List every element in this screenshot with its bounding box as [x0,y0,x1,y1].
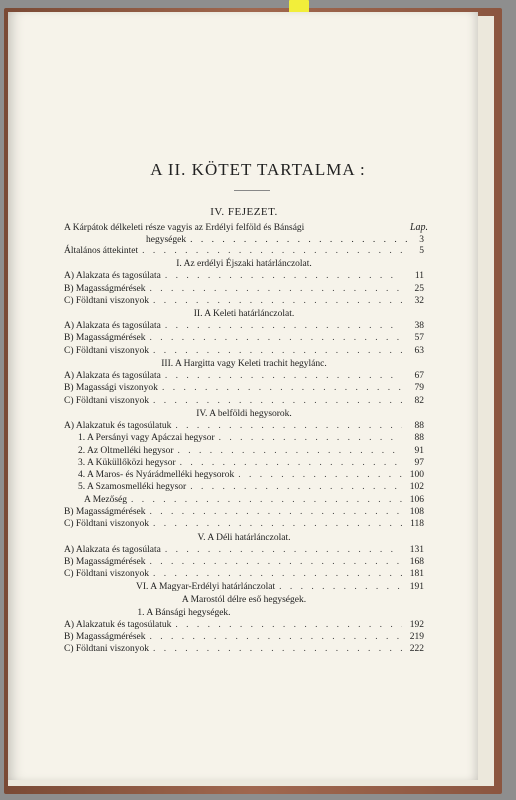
leader-dots [165,371,402,381]
toc-entry-page: 219 [409,632,424,643]
toc-entry [64,446,424,458]
leader-dots [153,296,402,306]
toc-section-heading: II. A Keleti határlánczolat. [193,309,295,320]
toc-entry [64,421,424,433]
toc-section-heading: V. A Déli határlánczolat. [197,532,291,543]
toc-entry-page: 32 [414,295,424,306]
toc-entry-label: B) Magasságmérések [64,507,146,518]
toc-entry-page: 131 [409,544,424,555]
toc-entry-page: 79 [414,383,424,394]
toc-entry [64,396,424,408]
toc-entry [64,557,424,569]
leader-dots [150,632,402,642]
toc-entry-page: 82 [414,395,424,406]
toc-entry [64,569,424,581]
toc-entry-page: 100 [409,470,424,481]
toc-entry-page: 67 [414,371,424,382]
chapter-heading: IV. FEJEZET. [210,206,278,218]
toc-entry-page: 181 [409,569,424,580]
leader-dots [165,545,402,555]
toc-entry-label: B) Magasságmérések [64,632,146,643]
toc-entry-page: 168 [409,556,424,567]
toc-entry-label: A Mezőség [84,494,128,505]
toc-entry-label: A) Alakzata és tagosúlata [64,321,161,332]
toc-entry [64,545,424,557]
toc-entry-label: B) Magasságmérések [64,333,146,344]
leader-dots [131,495,402,505]
toc-entry-page: 102 [409,482,424,493]
toc-entry-page: 57 [414,333,424,344]
title-rule [234,190,270,191]
toc-entry-page: 192 [409,619,424,630]
toc-entry [64,333,424,345]
leader-dots [142,246,402,256]
toc-entry-page: 25 [414,283,424,294]
toc-entry-page: 38 [414,321,424,332]
leader-dots [175,421,402,431]
toc-entry-page: 88 [414,433,424,444]
toc-intro-line2: hegységek [146,235,187,245]
toc-entry-label: A) Alakzatuk és tagosúlatuk [64,420,172,431]
toc-entry [64,321,424,333]
toc-entry-label: 3. A Küküllőközi hegysor [78,457,176,468]
leader-dots [190,482,402,492]
toc-entry [64,582,424,594]
toc-section-heading: III. A Hargitta vagy Keleti trachit hegylánc. [161,359,327,370]
toc-entry-label: A) Alakzata és tagosúlata [64,371,161,382]
toc-entry-label: C) Földtani viszonyok [64,295,149,306]
toc-entry [64,284,424,296]
leader-dots [180,458,402,468]
toc-rows [64,246,424,657]
toc-entry-page: 118 [410,519,424,530]
toc-entry [64,495,424,507]
toc-entry-label: C) Földtani viszonyok [64,345,149,356]
toc-entry-label: Általános áttekintet [64,246,139,256]
page-title: A II. KÖTET TARTALMA : [150,160,366,179]
leader-dots [153,519,402,529]
table-of-contents [64,206,428,657]
leader-dots [175,620,402,630]
toc-entry-label: C) Földtani viszonyok [64,395,149,406]
toc-section-heading: IV. A belföldi hegysorok. [196,408,292,419]
toc-entry-label: C) Földtani viszonyok [64,644,149,655]
leader-dots [153,644,402,654]
leader-dots [153,569,402,579]
leader-dots [190,234,415,246]
toc-entry [64,346,424,358]
leader-dots [162,383,402,393]
toc-entry-page: 97 [414,457,424,468]
toc-entry [64,507,424,519]
toc-entry-label: B) Magassági viszonyok [64,383,158,394]
toc-entry [64,644,424,656]
toc-entry [64,620,424,632]
toc-entry-page: 191 [409,581,424,592]
toc-entry [64,383,424,395]
leader-dots [150,284,402,294]
toc-entry-label: C) Földtani viszonyok [64,519,149,530]
toc-entry-label: A) Alakzata és tagosúlata [64,271,161,282]
toc-entry-page: 88 [414,420,424,431]
toc-entry [64,296,424,308]
leader-dots [153,346,402,356]
toc-entry [64,470,424,482]
toc-entry-label: 1. A Persányi vagy Apáczai hegysor [78,433,215,444]
toc-entry-label: A) Alakzatuk és tagosúlatuk [64,619,172,630]
leader-dots [153,396,402,406]
toc-entry-label: 5. A Szamosmelléki hegysor [78,482,187,493]
toc-entry-page: 11 [414,271,424,282]
toc-section-heading: I. Az erdélyi Éjszaki határlánczolat. [176,259,312,270]
toc-entry-label: C) Földtani viszonyok [64,569,149,580]
leader-dots [150,507,402,517]
toc-entry-page: 108 [409,507,424,518]
toc-entry-page: 222 [409,644,424,655]
toc-entry-label: 4. A Maros- és Nyárádmelléki hegysorok [78,470,235,481]
toc-entry [64,519,424,531]
leader-dots [178,446,402,456]
toc-entry-page: 63 [414,345,424,356]
toc-entry-label: 2. Az Oltmelléki hegysor [78,445,174,456]
toc-entry-label: B) Magasságmérések [64,556,146,567]
leader-dots [165,321,402,331]
toc-entry [64,632,424,644]
toc-entry [64,458,424,470]
toc-intro-page: 3 [419,235,424,245]
toc-intro-line1: A Kárpátok délkeleti része vagyis az Erdélyi felföld és Bánsági [64,223,305,233]
toc-section-heading: A Marostól délre eső hegységek. [181,594,307,605]
leader-dots [219,433,402,443]
leader-dots [238,470,402,480]
toc-entry [64,271,424,283]
leader-dots [150,557,402,567]
toc-entry [64,371,424,383]
leader-dots [279,582,402,592]
toc-entry [64,433,424,445]
toc-entry-label: B) Magasságmérések [64,283,146,294]
toc-entry-page: 5 [419,246,424,256]
toc-intro-entry [64,222,424,246]
page-column-label: Lap. [409,222,428,233]
toc-entry [64,246,424,258]
toc-entry-page: 91 [414,445,424,456]
toc-section-heading: 1. A Bánsági hegységek. [137,607,231,618]
leader-dots [165,271,402,281]
toc-entry-label: A) Alakzata és tagosúlata [64,544,161,555]
toc-entry-label: VI. A Magyar-Erdélyi határlánczolat [136,581,276,592]
leader-dots [150,333,402,343]
toc-entry-page: 106 [409,494,424,505]
toc-entry [64,482,424,494]
